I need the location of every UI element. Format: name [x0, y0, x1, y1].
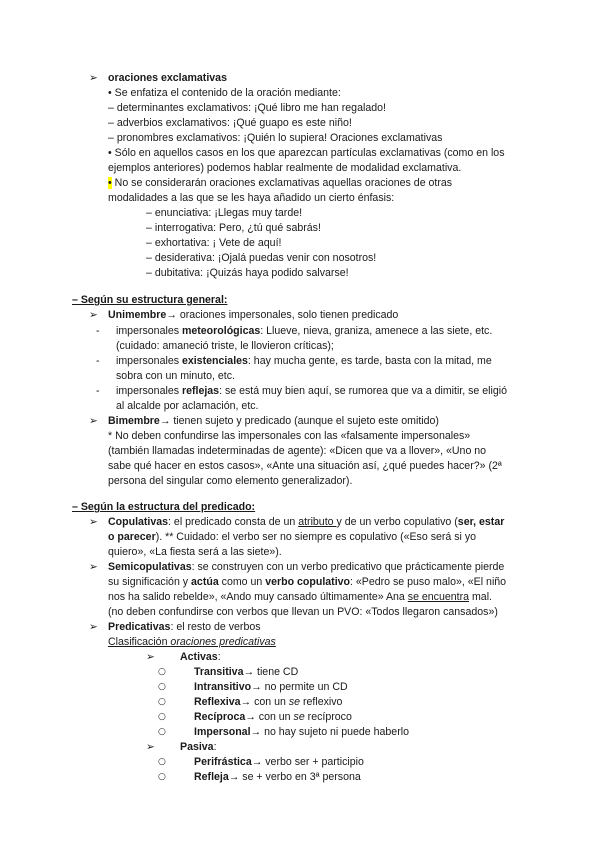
- arrow-bullet-icon: ➢: [89, 561, 98, 573]
- text-line: modalidades a las que se les haya añadido un cierto énfasis:: [108, 192, 395, 204]
- list-item-reciproca: Recíproca→ con un se recíproco: [194, 711, 352, 723]
- circle-bullet-icon: ○: [158, 712, 166, 722]
- example-line: – enunciativa: ¡Llegas muy tarde!: [146, 207, 303, 219]
- circle-bullet-icon: ○: [158, 757, 166, 767]
- text-line: su significación y actúa como un verbo copulativo: «Pedro se puso malo», «El niño: [108, 576, 507, 588]
- list-item-intransitivo: Intransitivo→ no permite un CD: [194, 681, 348, 693]
- arrow-bullet-icon: ➢: [146, 651, 155, 663]
- arrow-bullet-icon: ➢: [89, 309, 98, 321]
- highlight-mark: •: [108, 177, 112, 189]
- text-line: ejemplos anteriores) podemos hablar realmente de modalidad exclamativa.: [108, 162, 462, 174]
- note-line: * No deben confundirse las impersonales con las «falsamente impersonales»: [108, 430, 471, 442]
- list-item-activas: Activas:: [180, 651, 221, 663]
- section-heading-estructura-predicado: – Según la estructura del predicado:: [72, 501, 256, 513]
- note-line: sabe qué hacer en estos casos», «Ante una situación así, ¿qué puedes hacer?» (2ª: [108, 460, 502, 472]
- circle-bullet-icon: ○: [158, 682, 166, 692]
- section-title-exclamativas: oraciones exclamativas: [108, 72, 227, 84]
- list-item-bimembre: Bimembre→ tienen sujeto y predicado (aunque el sujeto este omitido): [108, 415, 439, 427]
- arrow-bullet-icon: ➢: [89, 516, 98, 528]
- note-line: (también llamadas indeterminadas de agente): «Dicen que va a llover», «Uno no: [108, 445, 487, 457]
- dash-bullet-icon: -: [96, 325, 100, 337]
- text-line: – adverbios exclamativos: ¡Qué guapo es este niño!: [108, 117, 352, 129]
- list-item-reflexiva: Reflexiva→ con un se reflexivo: [194, 696, 343, 708]
- example-line: – desiderativa: ¡Ojalá puedas venir con nosotros!: [146, 252, 377, 264]
- list-item-predicativas: Predicativas: el resto de verbos: [108, 621, 261, 633]
- circle-bullet-icon: ○: [158, 667, 166, 677]
- text-line: • Sólo en aquellos casos en los que aparezcan partículas exclamativas (como en los: [108, 147, 505, 159]
- text-line: • No se considerarán oraciones exclamativas aquellas oraciones de otras: [108, 177, 453, 189]
- list-item-copulativas: Copulativas: el predicado consta de un atributo y de un verbo copulativo (ser, estar: [108, 516, 505, 528]
- text-line: (cuidado: amaneció triste, le llovieron críticas);: [116, 340, 334, 352]
- arrow-bullet-icon: ➢: [89, 415, 98, 427]
- arrow-bullet-icon: ➢: [89, 72, 98, 84]
- example-line: – exhortativa: ¡ Vete de aquí!: [146, 237, 282, 249]
- text-line: – determinantes exclamativos: ¡Qué libro me han regalado!: [108, 102, 386, 114]
- list-item-impersonal: Impersonal→ no hay sujeto ni puede haberlo: [194, 726, 409, 738]
- list-item-unimembre: Unimembre→ oraciones impersonales, solo tienen predicado: [108, 309, 399, 321]
- list-item-transitiva: Transitiva→ tiene CD: [194, 666, 299, 678]
- list-item-reflejas: impersonales reflejas: se está muy bien aquí, se rumorea que va a dimitir, se eligió: [116, 385, 508, 397]
- text-line: sobra con un minuto, etc.: [116, 370, 235, 382]
- text-line: – pronombres exclamativos: ¡Quién lo supiera! Oraciones exclamativas: [108, 132, 443, 144]
- arrow-bullet-icon: ➢: [146, 741, 155, 753]
- dash-bullet-icon: -: [96, 385, 100, 397]
- list-item-pasiva: Pasiva:: [180, 741, 217, 753]
- text-line: o parecer). ** Cuidado: el verbo ser no siempre es copulativo («Eso será si yo: [108, 531, 477, 543]
- text-line: al alcalde por aclamación, etc.: [116, 400, 259, 412]
- note-line: persona del singular como elemento generalizador).: [108, 475, 353, 487]
- section-heading-estructura-general: – Según su estructura general:: [72, 294, 228, 306]
- arrow-bullet-icon: ➢: [89, 621, 98, 633]
- list-item-semicopulativas: Semicopulativas: se construyen con un verbo predicativo que prácticamente pierde: [108, 561, 505, 573]
- list-item-refleja: Refleja→ se + verbo en 3ª persona: [194, 771, 361, 783]
- text-line: • Se enfatiza el contenido de la oración mediante:: [108, 87, 341, 99]
- list-item-meteorologicas: impersonales meteorológicas: Llueve, nieva, graniza, amenece a las siete, etc.: [116, 325, 493, 337]
- circle-bullet-icon: ○: [158, 727, 166, 737]
- list-item-perifrastica: Perifrástica→ verbo ser + participio: [194, 756, 364, 768]
- example-line: – interrogativa: Pero, ¿tú qué sabrás!: [146, 222, 321, 234]
- text-line: quiero», «La fiesta será a las siete»).: [108, 546, 282, 558]
- circle-bullet-icon: ○: [158, 697, 166, 707]
- subheading-clasificacion: Clasificación oraciones predicativas: [108, 636, 276, 648]
- example-line: – dubitativa: ¡Quizás haya podido salvarse!: [146, 267, 349, 279]
- text-line: nos ha salido rebelde», «Ando muy cansado últimamente» Ana se encuentra mal.: [108, 591, 492, 603]
- text-line: (no deben confundirse con verbos que llevan un PVO: «Todos llegaron cansados»): [108, 606, 498, 618]
- list-item-existenciales: impersonales existenciales: hay mucha gente, es tarde, basta con la mitad, me: [116, 355, 492, 367]
- dash-bullet-icon: -: [96, 355, 100, 367]
- circle-bullet-icon: ○: [158, 772, 166, 782]
